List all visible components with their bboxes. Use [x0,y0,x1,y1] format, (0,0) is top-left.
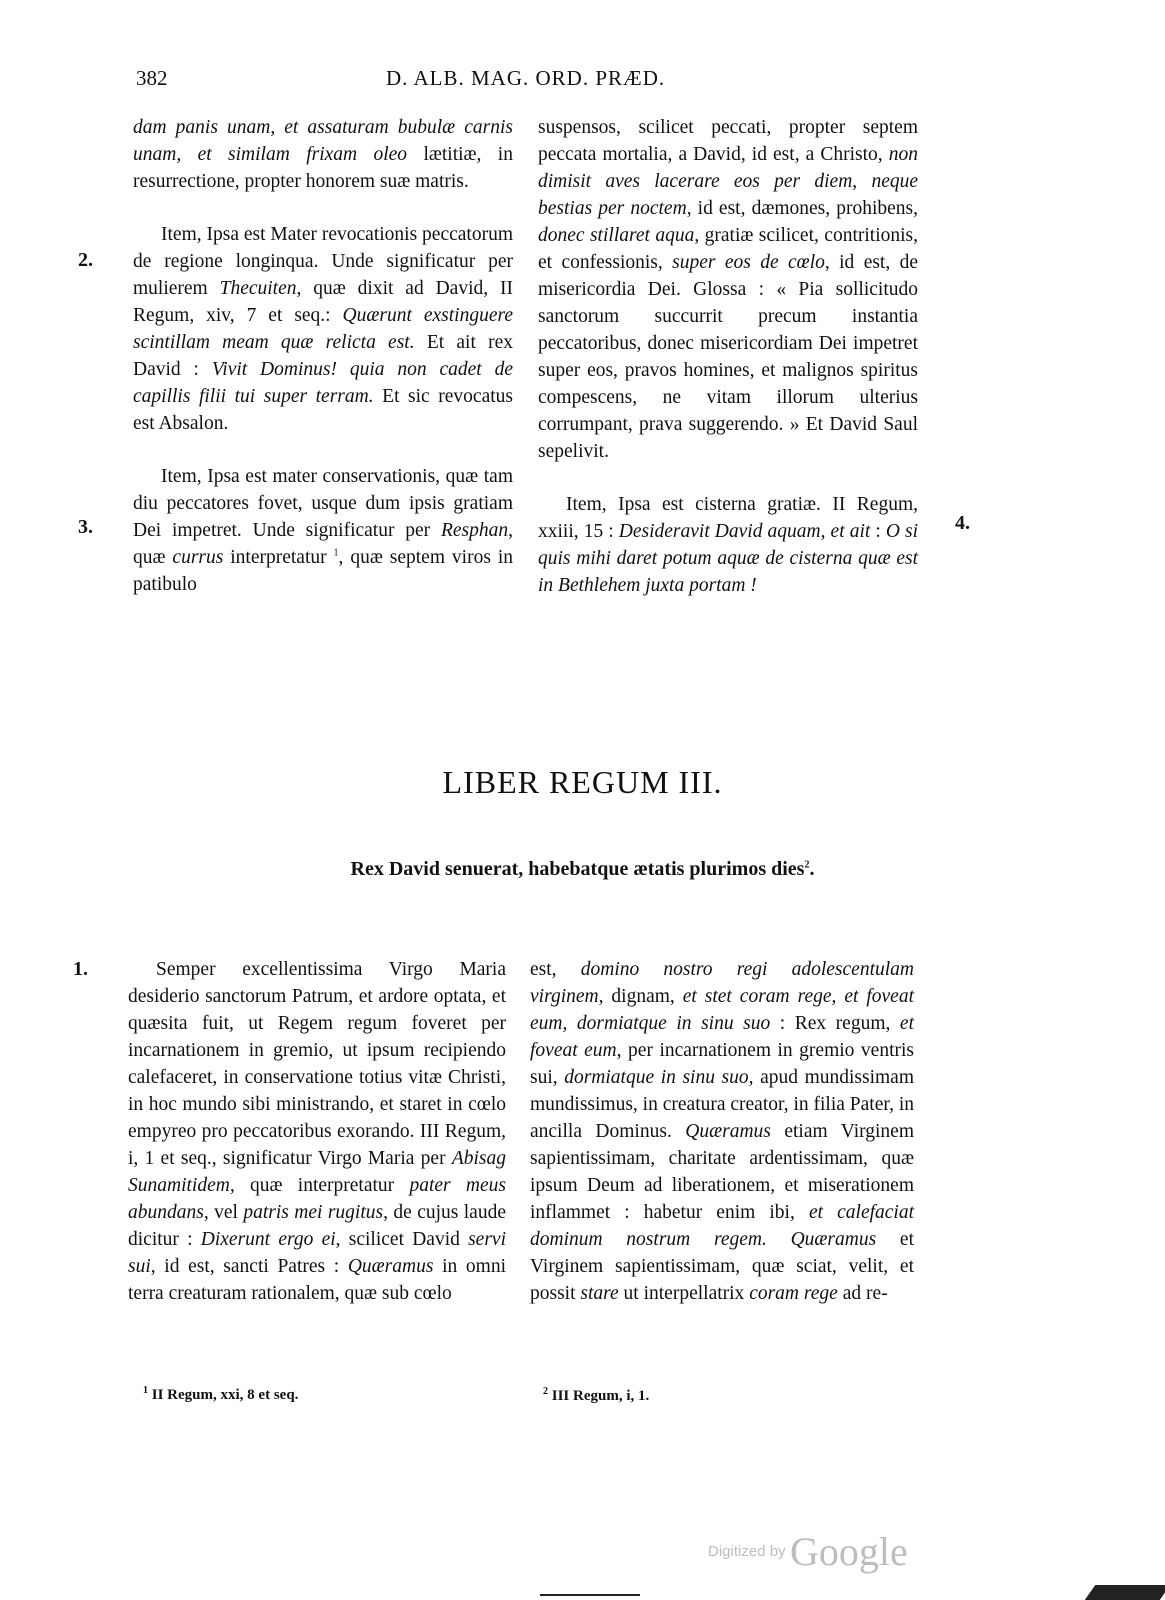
section-number-2: 2. [78,249,93,271]
text: , id est, de misericordia Dei. Glossa : « Pia sollicitudo sanctorum succurrit precum instantia peccatoribus, donec misericordiam Dei impetret super eos, pravos homines, et malignos spiritus compescens, ne vitam illorum ulterius corrumpant, prava suggerendo. » Et David Saul sepelivit. [538,252,919,462]
footnote-ref: 2 [804,859,810,871]
quote: non dimisit aves lacerare eos per diem [538,144,918,192]
top-right-column [538,114,918,599]
text: , scilicet David [335,1229,469,1250]
quote: pater meus abundans [128,1175,506,1223]
section-number-1: 1. [73,958,88,980]
text: , quæ septem viros in patibulo [133,547,513,595]
text: ad re- [837,1283,888,1304]
text: suspensos, scilicet peccati, propter septem peccata mortalia, a David, id est, a Christo, [538,117,918,165]
quote: et stet coram rege, et foveat eum, dormiatque in sinu suo [530,986,915,1034]
text: , quæ dixit ad David, II Regum, xiv, 7 et seq.: [133,278,513,326]
word: currus [172,547,224,568]
footnote-2 [543,1388,649,1405]
bottom-rule [540,1594,640,1596]
text: lætitiæ, in resurrectione, propter honorem suæ matris. [133,144,513,192]
quote: et calefaciat dominum nostrum regem. [530,1202,915,1250]
text: , [852,171,872,192]
text: in omni terra creaturam rationalem, quæ sub cœlo [128,1256,506,1304]
quote: donec stillaret aqua [538,225,695,246]
text: Et ait rex David : [133,332,513,380]
text: Et sic revocatus est Absalon. [133,386,513,434]
page-header [0,66,1165,100]
quote: Vivit Dominus! quia non cadet de capillis filii tui super terram. [133,359,513,407]
text: quæ interpretatur [234,1175,410,1196]
text: , vel [203,1202,244,1223]
paragraph-2 [133,221,513,437]
section-number-3: 3. [78,516,93,538]
text: , id est, sancti Patres : [150,1256,348,1277]
section-number-4: 4. [955,512,970,534]
text: Semper excellentissima Virgo Maria desiderio sanctorum Patrum, et ardore optata, et quæsita fuit, ut Regem regum foveret per incarnationem in gremio, ut ipsum recipiendo calefaceret, in conservatione totius vitæ Christi, in hoc mundo sibi ministrando, et staret in cœlo empyreo pro peccatoribus exorando. III Regum, i, 1 et seq., significatur Virgo Maria per [128,959,506,1169]
incipit-end: . [809,858,815,880]
text: est, [530,959,581,980]
text [767,1229,791,1250]
text: , quæ [133,520,513,568]
quote: O si quis mihi daret potum aquæ de cisterna quæ est in Bethlehem juxta portam ! [538,521,919,596]
page-number: 382 [136,66,168,90]
name: Resphan [440,520,509,541]
text: Item, Ipsa est Mater revocationis peccatorum de regione longinqua. Unde significatur per mulierem [133,224,513,299]
digitized-watermark [708,1528,908,1575]
quote: patris mei rugitus [243,1202,384,1223]
digitized-label: Digitized by [708,1543,786,1560]
top-left-column [133,114,513,598]
quote: dam panis unam, et assaturam bubulæ carnis unam, et similam frixam oleo [133,117,513,165]
paragraph-1 [128,956,506,1307]
paragraph-continuation [133,114,513,195]
footnote-marker: 2 [543,1386,548,1397]
quote: dormiatque in sinu suo, [564,1067,754,1088]
text: Item, Ipsa est mater conservationis, quæ tam diu peccatores fovet, usque dum ipsis gratiam Dei impetret. Unde significatur per [133,466,513,541]
text: et Virginem sapientissimam, quæ sciat, velit, et possit [530,1229,915,1304]
google-logo: Google [790,1529,908,1574]
quote: Desideravit David aquam, et ait [618,521,871,542]
text: interpretatur [223,547,334,568]
text: ut interpellatrix [618,1283,750,1304]
quote: stare [580,1283,619,1304]
text: Item, Ipsa est cisterna gratiæ. II Regum, xxiii, 15 : [538,494,918,542]
quote: domino nostro regi adolescentulam virginem, [530,959,914,1007]
paragraph-continuation [538,114,918,465]
quote: neque bestias per noctem [538,171,918,219]
quote: Quærunt exstinguere scintillam meam quæ relicta est. [133,305,513,353]
footnote-ref: 1 [333,547,339,559]
name: Thecuiten [219,278,297,299]
running-title: D. ALB. MAG. ORD. PRÆD. [386,66,666,90]
footnote-1 [143,1387,298,1404]
text: apud mundissimam mundissimus, in creatura creator, in filia Pater, in ancilla Dominus. [530,1067,914,1142]
incipit-text: Rex David senuerat, habebatque ætatis plurimos dies [350,858,805,880]
quote: coram rege [749,1283,838,1304]
bottom-right-column [530,956,914,1307]
footnote-marker: 1 [143,1385,148,1396]
paragraph-continuation [530,956,914,1307]
text: , id est, dæmones, prohibens, [686,198,918,219]
footnote-text: II Regum, xxi, 8 et seq. [148,1387,299,1403]
name: Abisag Sunamitidem, [128,1148,506,1196]
quote: et foveat eum [530,1013,914,1061]
footnote-text: III Regum, i, 1. [548,1388,650,1404]
quote: Dixerunt ergo ei [200,1229,336,1250]
quote: Quæramus [790,1229,877,1250]
text: , per incarnationem in gremio ventris sui, [530,1040,914,1088]
text: , de cujus laude dicitur : [128,1202,506,1250]
scan-edge-mark [1085,1585,1165,1600]
quote: servi sui [128,1229,506,1277]
incipit [0,858,1165,881]
bottom-left-column [128,956,506,1307]
quote: super eos de cœlo [672,252,825,273]
quote: Quæramus [347,1256,434,1277]
text: dignam, [603,986,683,1007]
text: etiam Virginem sapientissimam, charitate ardentissimam, quæ ipsum Deum ad liberationem, et miserationem inflammet : habetur enim ibi, [530,1121,914,1223]
book-title: LIBER REGUM III. [442,764,723,800]
text: : [870,521,886,542]
quote: Quæramus [685,1121,771,1142]
text: : Rex regum, [770,1013,900,1034]
text: , gratiæ scilicet, contritionis, et confessionis, [538,225,918,273]
paragraph-3 [133,463,513,598]
paragraph-4 [538,491,918,599]
